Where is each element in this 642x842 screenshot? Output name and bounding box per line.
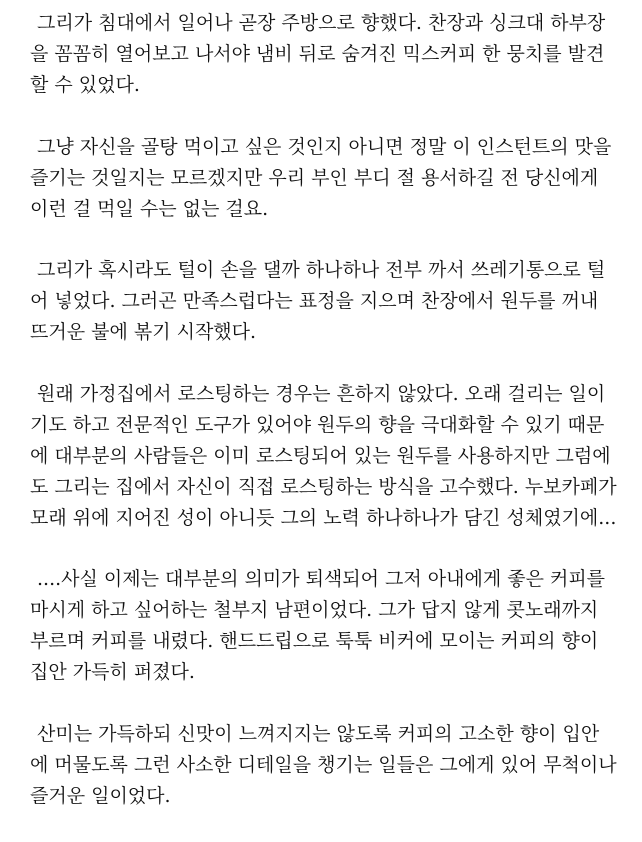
- text-line: 즐기는 것일지는 모르겠지만 우리 부인 부디 절 용서하길 전 당신에게: [30, 166, 599, 189]
- paragraph-3: [30, 255, 630, 348]
- paragraph-4: [30, 379, 630, 534]
- paragraph-2: [30, 132, 630, 225]
- text-line: 모래 위에 지어진 성이 아니듯 그의 노력 하나하나가 담긴 성체였기에...: [30, 506, 617, 529]
- text-line: 뜨거운 불에 볶기 시작했다.: [30, 321, 257, 343]
- text-line: 에 머물도록 그런 사소한 디테일을 챙기는 일들은 그에게 있어 무척이나: [30, 753, 617, 776]
- text-line: 마시게 하고 싶어하는 철부지 남편이었다. 그가 답지 않게 콧노래까지: [30, 599, 599, 621]
- text-line: 그리가 혹시라도 털이 손을 댈까 하나하나 전부 까서 쓰레기통으로 털: [37, 259, 606, 281]
- text-line: 산미는 가득하되 신맛이 느껴지지는 않도록 커피의 고소한 향이 입안: [37, 722, 600, 745]
- document-page: [30, 8, 630, 842]
- text-line: 그리가 침대에서 일어나 곧장 주방으로 향했다. 찬장과 싱크대 하부장: [37, 12, 606, 34]
- text-line: ....사실 이제는 대부분의 의미가 퇴색되어 그저 아내에게 좋은 커피를: [37, 568, 606, 590]
- text-line: 즐거운 일이었다.: [30, 784, 171, 807]
- paragraph-1: [30, 8, 630, 101]
- text-line: 이런 걸 먹일 수는 없는 걸요.: [30, 197, 269, 220]
- text-line: 을 꼼꼼히 열어보고 나서야 냄비 뒤로 숨겨진 믹스커피 한 뭉치를 발견: [30, 43, 605, 65]
- text-line: 집안 가득히 퍼졌다.: [30, 661, 195, 683]
- text-line: 어 넣었다. 그러곤 만족스럽다는 표정을 지으며 찬장에서 원두를 꺼내: [30, 290, 599, 312]
- paragraph-5: [30, 564, 630, 688]
- text-line: 할 수 있었다.: [30, 74, 140, 96]
- paragraph-6: [30, 719, 630, 812]
- text-line: 에 대부분의 사람들은 이미 로스팅되어 있는 원두를 사용하지만 그럼에: [30, 444, 611, 467]
- text-line: 그냥 자신을 골탕 먹이고 싶은 것인지 아니면 정말 이 인스턴트의 맛을: [37, 135, 612, 158]
- text-line: 기도 하고 전문적인 도구가 있어야 원두의 향을 극대화할 수 있기 때문: [30, 413, 605, 436]
- text-line: 원래 가정집에서 로스팅하는 경우는 흔하지 않았다. 오래 걸리는 일이: [37, 382, 606, 405]
- text-line: 부르며 커피를 내렸다. 핸드드립으로 툭툭 비커에 모이는 커피의 향이: [30, 630, 599, 652]
- text-line: 도 그리는 집에서 자신이 직접 로스팅하는 방식을 고수했다. 누보카페가: [30, 475, 617, 498]
